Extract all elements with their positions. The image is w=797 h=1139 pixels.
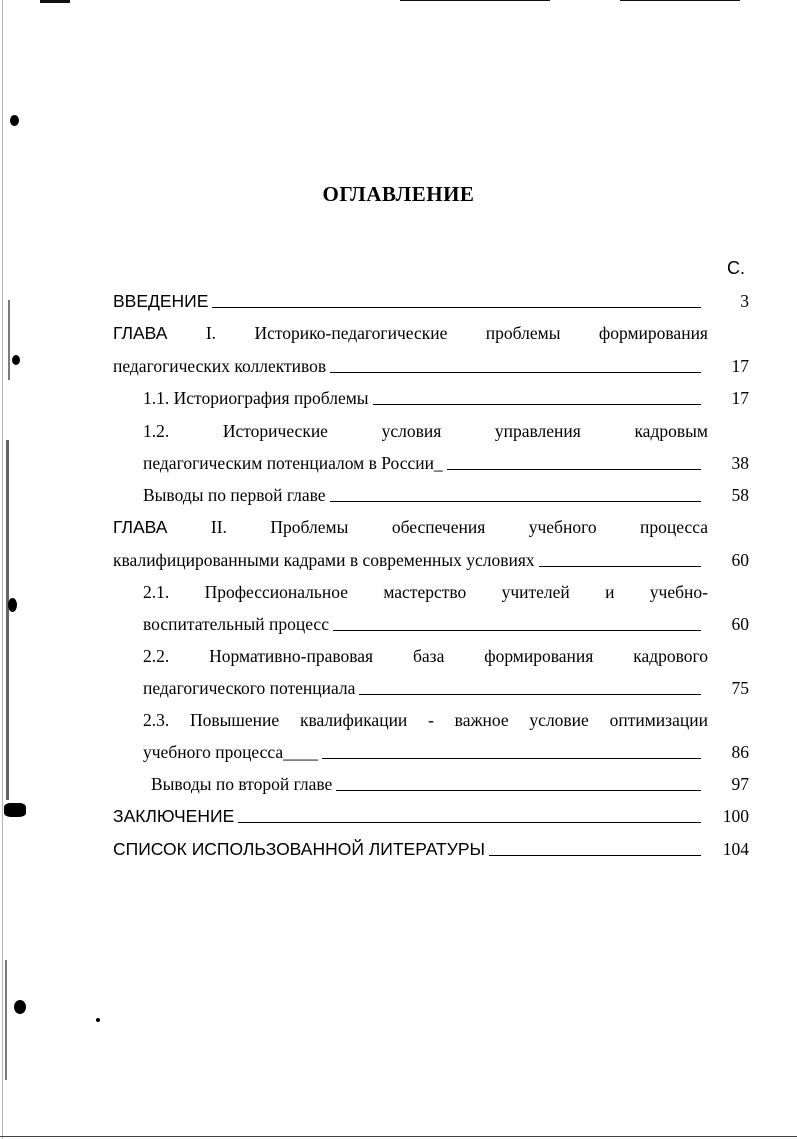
toc-entry[interactable]	[113, 838, 705, 860]
toc-entry-label: 2.2. Нормативно-правовая база формирования кадрового	[143, 646, 708, 666]
toc-entry-label: ГЛАВА I. Историко-педагогические проблемы формирования	[113, 323, 708, 343]
toc-entry-label: Выводы по первой главе	[143, 485, 326, 505]
toc-entry-label: педагогических коллективов	[113, 356, 327, 376]
scan-artifact	[0, 1136, 797, 1137]
toc-page-number: 100	[722, 806, 749, 826]
toc-page-number: 3	[740, 291, 749, 311]
toc-entry-continuation[interactable]	[113, 549, 705, 571]
toc-entry[interactable]	[113, 805, 705, 827]
scan-artifact	[14, 1000, 26, 1014]
scan-artifact	[96, 1018, 100, 1022]
scan-artifact	[10, 115, 19, 126]
toc-entry-label: ЗАКЛЮЧЕНИЕ	[113, 806, 235, 826]
toc-page-number: 86	[731, 742, 749, 762]
toc-entry[interactable]	[143, 484, 705, 506]
leader-line	[359, 694, 701, 695]
page-title: ОГЛАВЛЕНИЕ	[322, 182, 475, 206]
leader-line	[336, 790, 701, 791]
toc-entry[interactable]	[143, 420, 708, 442]
toc-entry-continuation[interactable]	[143, 677, 705, 699]
toc-entry-label: 2.3. Повышение квалификации - важное условие оптимизации	[143, 710, 708, 730]
toc-entry-label: 2.1. Профессиональное мастерство учителей и учебно-	[143, 582, 708, 602]
leader-line	[322, 758, 701, 759]
toc-entry-label: квалифицированными кадрами в современных условиях	[113, 550, 535, 570]
toc-page-number: 17	[731, 356, 749, 376]
toc-entry[interactable]	[151, 773, 705, 795]
leader-line	[447, 469, 701, 470]
toc-entry-continuation[interactable]	[113, 355, 705, 377]
scan-edge	[5, 960, 7, 1080]
page-column-header: С.	[727, 258, 745, 278]
toc-entry-label: воспитательный процесс	[143, 614, 329, 634]
toc-entry[interactable]	[143, 709, 708, 731]
toc-entry-label: 1.1. Историография проблемы	[143, 388, 369, 408]
toc-entry-label: СПИСОК ИСПОЛЬЗОВАННОЙ ЛИТЕРАТУРЫ	[113, 839, 485, 859]
toc-entry[interactable]	[143, 387, 705, 409]
scan-edge	[6, 440, 9, 800]
toc-entry-label: учебного процесса____	[143, 742, 319, 762]
leader-line	[373, 404, 701, 405]
toc-page-number: 60	[731, 614, 749, 634]
scan-artifact	[4, 803, 26, 817]
leader-line	[333, 630, 701, 631]
toc-entry[interactable]	[143, 581, 708, 603]
toc-page-number: 58	[731, 485, 749, 505]
toc-entry-label: педагогического потенциала	[143, 678, 356, 698]
leader-line	[238, 822, 701, 823]
toc-entry-continuation[interactable]	[143, 741, 705, 763]
toc-entry-label: педагогическим потенциалом в России_	[143, 453, 443, 473]
toc-page-number: 75	[731, 678, 749, 698]
toc-entry-label: 1.2. Исторические условия управления кадровым	[143, 421, 708, 441]
toc-entry-label: ГЛАВА II. Проблемы обеспечения учебного процесса	[113, 517, 708, 537]
scan-artifact	[40, 0, 70, 3]
leader-line	[539, 566, 701, 567]
leader-line	[489, 855, 701, 856]
scan-edge	[8, 300, 10, 380]
toc-entry[interactable]	[113, 290, 705, 312]
toc-entry-label: Выводы по второй главе	[151, 774, 333, 794]
toc-page-number: 38	[731, 453, 749, 473]
toc-page-number: 17	[731, 388, 749, 408]
toc-entry[interactable]	[113, 322, 708, 344]
toc-page-number: 97	[731, 774, 749, 794]
scan-artifact	[8, 598, 17, 612]
scan-edge	[2, 0, 3, 1139]
toc-entry[interactable]	[113, 516, 708, 538]
leader-line	[330, 501, 701, 502]
scan-artifact	[12, 355, 20, 365]
toc-entry-continuation[interactable]	[143, 613, 705, 635]
toc-entry-label: ВВЕДЕНИЕ	[113, 291, 209, 311]
toc-entry-continuation[interactable]	[143, 452, 705, 474]
toc-page-number: 104	[722, 839, 749, 859]
toc-page-number: 60	[731, 550, 749, 570]
scan-artifact	[400, 0, 550, 1]
toc-entry[interactable]	[143, 645, 708, 667]
leader-line	[330, 372, 701, 373]
leader-line	[212, 307, 701, 308]
scan-artifact	[620, 0, 740, 1]
